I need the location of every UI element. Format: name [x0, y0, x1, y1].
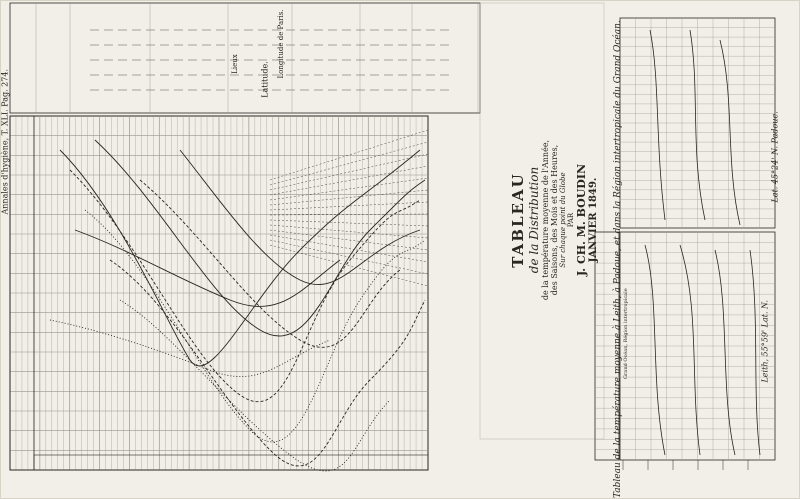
inset-curve	[680, 245, 700, 455]
title-tableau: TABLEAU	[509, 172, 527, 268]
table-title-block	[509, 105, 613, 335]
inset-curve	[645, 245, 665, 455]
temperature-curve	[75, 230, 340, 306]
plate-header: Annales d'hygiène, T. XLI. Pag. 274.	[0, 69, 10, 215]
temperature-curve	[50, 320, 330, 377]
station-col-header-latitude: Latitude.	[260, 61, 270, 98]
temperature-curve	[60, 150, 420, 366]
temperature-curve	[70, 170, 420, 402]
title-author: J. CH. M. BOUDIN	[575, 163, 588, 277]
title-subtitle: de la Distribution	[527, 166, 541, 274]
side-title: Tableau de la température moyenne à Leith, à Padoue, et dans la Région intertropicale du Grand Océan.	[613, 20, 623, 498]
inset-curve	[650, 30, 665, 220]
inset-ocean-caption: Grand Océan, Région intertropicale	[623, 288, 629, 379]
title-date: JANVIER 1849.	[588, 177, 599, 263]
convergence-line	[270, 220, 428, 226]
convergence-line	[270, 166, 428, 195]
convergence-line	[270, 245, 428, 286]
inset-curve	[715, 250, 735, 455]
title-par: PAR	[567, 212, 575, 228]
inset-curve	[750, 250, 760, 455]
inset-leith-caption: Leith, 55°59' Lat. N.	[760, 299, 770, 383]
title-line-3: de la température moyenne de l'Année,	[541, 139, 550, 301]
convergence-line	[270, 130, 428, 180]
station-table-frame	[10, 3, 480, 113]
temperature-curve	[110, 260, 425, 466]
station-col-header-longitude: Longitude de Paris.	[277, 9, 285, 79]
convergence-line	[270, 142, 428, 185]
title-line-4: des Saisons, des Mois et des Heures,	[550, 144, 559, 296]
title-line-5: Sur chaque point du Globe	[559, 172, 567, 268]
convergence-line	[270, 154, 428, 190]
convergence-line	[270, 190, 428, 205]
station-col-header-places: Lieux	[231, 54, 239, 74]
inset-padoue-caption: Lat. 45°24' N. Padoue.	[770, 111, 780, 203]
convergence-line	[270, 230, 428, 250]
convergence-line	[270, 235, 428, 262]
